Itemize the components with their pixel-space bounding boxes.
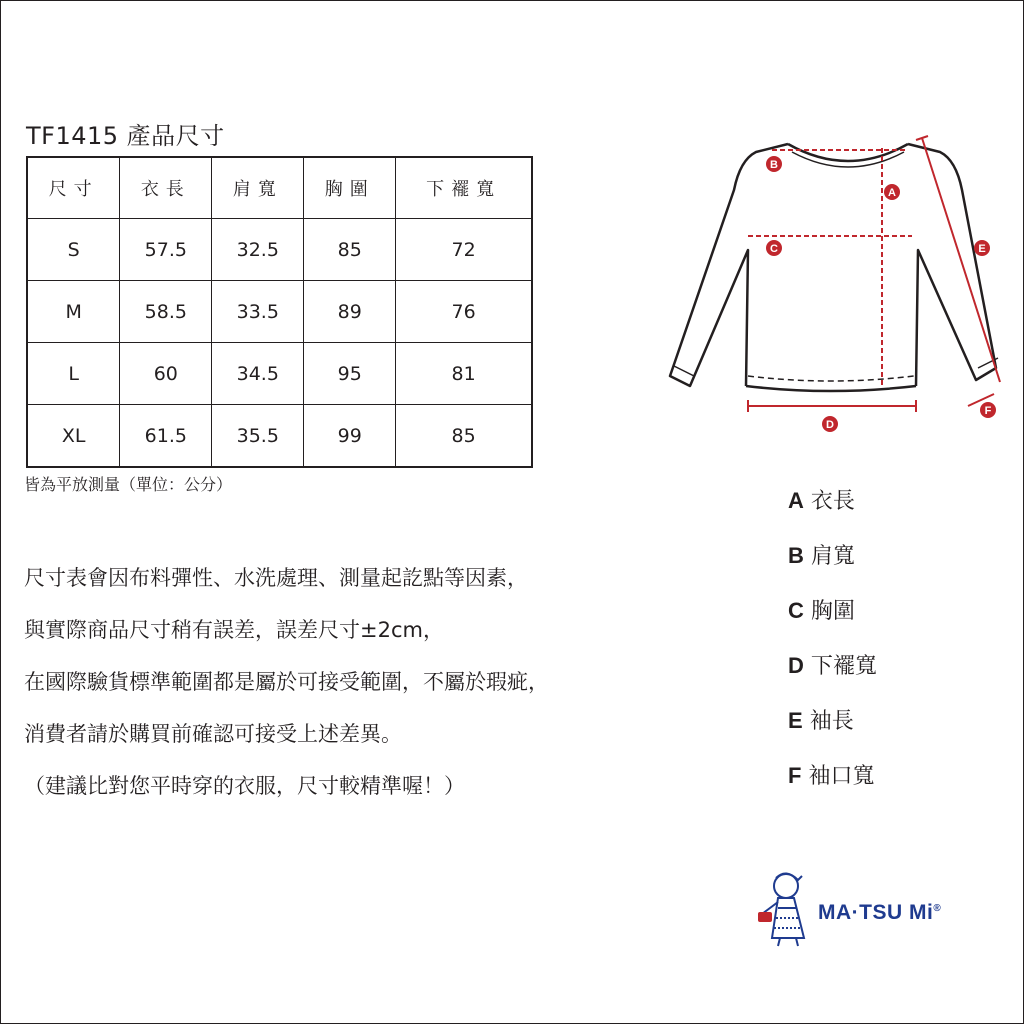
svg-text:A: A xyxy=(888,187,896,199)
measurement-legend xyxy=(788,484,877,814)
table-cell: 58.5 xyxy=(120,281,212,343)
table-cell: XL xyxy=(27,405,120,468)
legend-item xyxy=(788,649,877,704)
table-row xyxy=(27,405,532,468)
marker-e xyxy=(974,240,990,256)
table-cell: 60 xyxy=(120,343,212,405)
table-cell: 81 xyxy=(396,343,532,405)
table-cell: 34.5 xyxy=(212,343,304,405)
table-cell: 99 xyxy=(304,405,396,468)
description-line: 尺寸表會因布料彈性、水洗處理、測量起訖點等因素， xyxy=(24,566,528,590)
table-cell: 85 xyxy=(396,405,532,468)
description-line: 在國際驗貨標準範圍都是屬於可接受範圍，不屬於瑕疵， xyxy=(24,670,549,694)
measurement-note: 皆為平放測量（單位：公分） xyxy=(24,475,233,494)
table-cell: 76 xyxy=(396,281,532,343)
description-paragraph xyxy=(24,558,549,818)
marker-a xyxy=(884,184,900,200)
marker-f xyxy=(980,402,996,418)
measure-lines xyxy=(748,136,1000,412)
svg-text:E: E xyxy=(978,243,986,255)
svg-text:C: C xyxy=(770,243,778,255)
registered-mark: ® xyxy=(933,903,942,914)
table-cell: 33.5 xyxy=(212,281,304,343)
brand-logo xyxy=(818,901,941,925)
legend-item xyxy=(788,539,877,594)
table-row xyxy=(27,343,532,405)
legend-label: 肩寬 xyxy=(810,544,855,569)
legend-key: A xyxy=(788,488,804,513)
garment-diagram xyxy=(660,130,1010,440)
brand-name: MA·TSU Mi xyxy=(818,901,934,924)
legend-key: E xyxy=(788,708,803,733)
description-line: （建議比對您平時穿的衣服，尺寸較精準喔！） xyxy=(24,774,465,798)
legend-label: 衣長 xyxy=(810,489,855,514)
legend-label: 下襬寬 xyxy=(810,654,877,679)
table-cell: 89 xyxy=(304,281,396,343)
legend-key: B xyxy=(788,543,804,568)
table-header-row xyxy=(27,157,532,219)
legend-item xyxy=(788,759,877,814)
page-title: TF1415 產品尺寸 xyxy=(26,122,225,150)
svg-text:B: B xyxy=(770,159,778,171)
legend-key: C xyxy=(788,598,804,623)
table-cell: 35.5 xyxy=(212,405,304,468)
svg-text:F: F xyxy=(984,405,992,417)
legend-item xyxy=(788,594,877,649)
table-cell: 61.5 xyxy=(120,405,212,468)
table-cell: M xyxy=(27,281,120,343)
marker-d xyxy=(822,416,838,432)
header-shoulder: 肩寬 xyxy=(212,157,304,219)
size-table xyxy=(26,156,533,468)
legend-item xyxy=(788,704,877,759)
description-line: 消費者請於購買前確認可接受上述差異。 xyxy=(24,722,402,746)
table-cell: S xyxy=(27,219,120,281)
header-hem: 下襬寬 xyxy=(396,157,532,219)
header-chest: 胸圍 xyxy=(304,157,396,219)
legend-label: 袖長 xyxy=(809,709,854,734)
shirt-outline xyxy=(670,144,998,391)
table-row xyxy=(27,219,532,281)
table-cell: 32.5 xyxy=(212,219,304,281)
header-length: 衣長 xyxy=(120,157,212,219)
marker-c xyxy=(766,240,782,256)
legend-key: F xyxy=(788,763,802,788)
legend-label: 袖口寬 xyxy=(808,764,875,789)
table-cell: 72 xyxy=(396,219,532,281)
description-line: 與實際商品尺寸稍有誤差，誤差尺寸±2cm， xyxy=(24,618,444,642)
table-cell: L xyxy=(27,343,120,405)
brand-mascot-logo xyxy=(752,868,816,948)
table-cell: 57.5 xyxy=(120,219,212,281)
legend-label: 胸圍 xyxy=(810,599,855,624)
svg-text:D: D xyxy=(826,419,834,431)
table-cell: 85 xyxy=(304,219,396,281)
marker-b xyxy=(766,156,782,172)
header-size: 尺寸 xyxy=(27,157,120,219)
legend-item xyxy=(788,484,877,539)
table-cell: 95 xyxy=(304,343,396,405)
table-row xyxy=(27,281,532,343)
legend-key: D xyxy=(788,653,804,678)
